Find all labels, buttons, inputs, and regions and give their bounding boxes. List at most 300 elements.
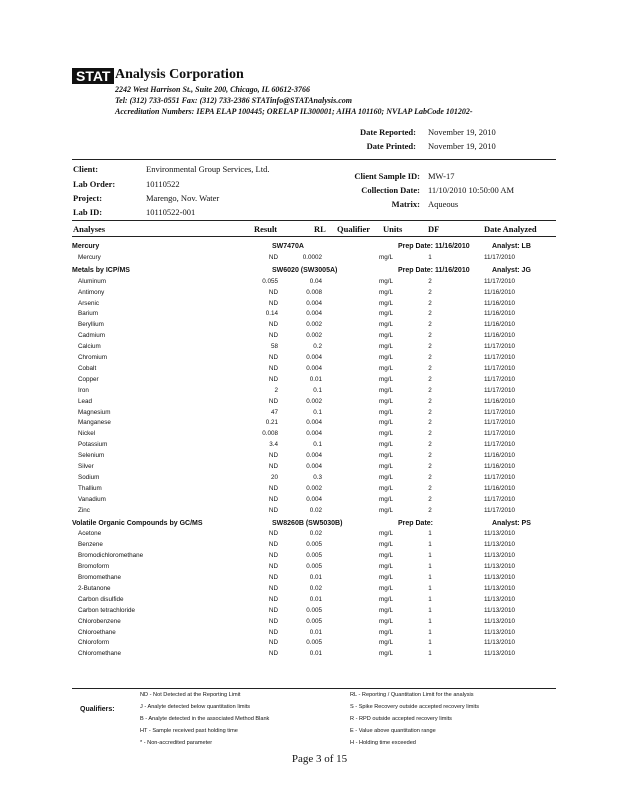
reporting-limit: 0.005	[306, 563, 322, 571]
date-reported: November 19, 2010	[428, 127, 496, 137]
qualifier-ht: HT - Sample received past holding time	[140, 728, 238, 734]
section-analyst: Analyst: PS	[492, 519, 531, 527]
analyte-name: Sodium	[78, 473, 100, 481]
company-logo: STAT	[72, 68, 114, 84]
dilution-factor: 2	[428, 277, 432, 285]
dilution-factor: 1	[428, 530, 432, 538]
table-row	[72, 574, 556, 585]
result-value: 0.14	[265, 310, 278, 318]
date-analyzed: 11/17/2010	[484, 386, 516, 394]
units: mg/L	[379, 299, 393, 307]
date-analyzed: 11/17/2010	[484, 408, 516, 416]
section-method: SW6020 (SW3005A)	[272, 266, 338, 274]
table-row	[72, 452, 556, 463]
date-analyzed: 11/17/2010	[484, 364, 516, 372]
units: mg/L	[379, 584, 393, 592]
units: mg/L	[379, 397, 393, 405]
reporting-limit: 0.005	[306, 639, 322, 647]
dilution-factor: 2	[428, 332, 432, 340]
dilution-factor: 2	[428, 321, 432, 329]
qualifier-nd: ND - Not Detected at the Reporting Limit	[140, 692, 241, 698]
result-value: ND	[268, 397, 278, 405]
reporting-limit: 0.2	[313, 343, 322, 351]
analyte-name: Silver	[78, 463, 94, 470]
project-name: Marengo, Nov. Water	[146, 193, 220, 203]
client-label: Client:	[73, 164, 99, 174]
date-reported-label: Date Reported:	[360, 127, 416, 137]
col-date-analyzed: Date Analyzed	[484, 224, 537, 234]
collection-date-label: Collection Date:	[361, 185, 420, 195]
table-row	[72, 507, 556, 518]
table-row	[72, 474, 556, 485]
analyte-name: Calcium	[78, 343, 101, 351]
analyte-name: Aluminum	[78, 277, 106, 285]
reporting-limit: 0.004	[306, 430, 322, 438]
units: mg/L	[379, 463, 393, 470]
date-analyzed: 11/16/2010	[484, 332, 516, 340]
table-row	[72, 496, 556, 507]
table-row	[72, 398, 556, 409]
analyte-name: Beryllium	[78, 321, 104, 329]
reporting-limit: 0.01	[309, 650, 322, 658]
reporting-limit: 0.1	[313, 408, 322, 416]
result-value: ND	[268, 288, 278, 296]
reporting-limit: 0.004	[306, 463, 322, 470]
dilution-factor: 2	[428, 354, 432, 361]
reporting-limit: 0.002	[306, 484, 322, 492]
qualifiers-label: Qualifiers:	[80, 706, 115, 713]
result-value: ND	[268, 332, 278, 340]
analyte-name: Chloroethane	[78, 628, 116, 636]
section-analyst: Analyst: JG	[492, 266, 531, 274]
date-analyzed: 11/13/2010	[484, 552, 516, 560]
section-header	[72, 520, 556, 531]
col-result: Result	[254, 224, 278, 234]
analyte-name: Potassium	[78, 441, 108, 449]
reporting-limit: 0.02	[309, 506, 322, 514]
date-analyzed: 11/13/2010	[484, 628, 516, 636]
collection-date: 11/10/2010 10:50:00 AM	[428, 185, 515, 195]
reporting-limit: 0.005	[306, 606, 322, 614]
date-analyzed: 11/17/2010	[484, 506, 516, 514]
qualifier-b: B - Analyte detected in the associated Method Blank	[140, 716, 270, 722]
dilution-factor: 2	[428, 375, 432, 383]
dilution-factor: 1	[428, 552, 432, 560]
result-value: ND	[268, 495, 278, 503]
reporting-limit: 0.002	[306, 321, 322, 329]
table-row	[72, 585, 556, 596]
table-row	[72, 639, 556, 650]
reporting-limit: 0.004	[306, 354, 322, 361]
lab-order-label: Lab Order:	[73, 179, 116, 189]
reporting-limit: 0.01	[309, 574, 322, 581]
units: mg/L	[379, 541, 393, 549]
result-value: ND	[268, 617, 278, 625]
units: mg/L	[379, 473, 393, 481]
company-contact: Tel: (312) 733-0551 Fax: (312) 733-2386 STATinfo@STATAnalysis.com	[115, 96, 352, 105]
divider	[72, 236, 556, 237]
units: mg/L	[379, 408, 393, 416]
analyte-name: Copper	[78, 375, 99, 383]
date-analyzed: 11/17/2010	[484, 419, 516, 427]
analyte-name: Barium	[78, 310, 98, 318]
date-analyzed: 11/13/2010	[484, 563, 516, 571]
qualifier-star: * - Non-accredited parameter	[140, 740, 213, 746]
result-value: 3.4	[269, 441, 278, 449]
section-title: Metals by ICP/MS	[72, 266, 130, 274]
units: mg/L	[379, 332, 393, 340]
divider	[72, 688, 556, 689]
table-row	[72, 409, 556, 420]
reporting-limit: 0.004	[306, 419, 322, 427]
section-prep-date: Prep Date: 11/16/2010	[398, 243, 470, 250]
date-analyzed: 11/13/2010	[484, 606, 516, 614]
col-qualifier: Qualifier	[337, 224, 371, 234]
dilution-factor: 2	[428, 452, 432, 460]
date-analyzed: 11/16/2010	[484, 321, 516, 329]
analyte-name: 2-Butanone	[78, 584, 111, 592]
analyte-name: Cadmium	[78, 332, 105, 340]
table-row	[72, 530, 556, 541]
table-row	[72, 310, 556, 321]
analyte-name: Acetone	[78, 530, 102, 538]
date-analyzed: 11/17/2010	[484, 473, 516, 481]
section-title: Volatile Organic Compounds by GC/MS	[72, 519, 203, 527]
lab-id: 10110522-001	[146, 207, 196, 217]
analyte-name: Cobalt	[78, 364, 97, 372]
units: mg/L	[379, 354, 393, 361]
col-rl: RL	[314, 224, 326, 234]
units: mg/L	[379, 650, 393, 658]
reporting-limit: 0.04	[309, 277, 322, 285]
units: mg/L	[379, 617, 393, 625]
dilution-factor: 2	[428, 397, 432, 405]
units: mg/L	[379, 495, 393, 503]
section-prep-date: Prep Date: 11/16/2010	[398, 266, 470, 274]
client-sample-id: MW-17	[428, 171, 455, 181]
units: mg/L	[379, 310, 393, 318]
analyte-name: Vanadium	[78, 495, 106, 503]
date-analyzed: 11/13/2010	[484, 595, 516, 603]
reporting-limit: 0.01	[309, 595, 322, 603]
result-value: 0.055	[262, 277, 278, 285]
reporting-limit: 0.02	[309, 584, 322, 592]
dilution-factor: 2	[428, 506, 432, 514]
company-name: Analysis Corporation	[115, 67, 244, 82]
date-analyzed: 11/13/2010	[484, 584, 516, 592]
analyte-name: Arsenic	[78, 299, 99, 307]
dilution-factor: 2	[428, 299, 432, 307]
qualifier-h: H - Holding time exceeded	[350, 740, 416, 746]
analyte-name: Carbon disulfide	[78, 595, 124, 603]
analyte-name: Chloroform	[78, 639, 110, 647]
units: mg/L	[379, 639, 393, 647]
analyte-name: Antimony	[78, 288, 105, 296]
units: mg/L	[379, 441, 393, 449]
qualifier-s: S - Spike Recovery outside accepted recovery limits	[350, 704, 480, 710]
dilution-factor: 2	[428, 386, 432, 394]
dilution-factor: 2	[428, 441, 432, 449]
reporting-limit: 0.008	[306, 288, 322, 296]
result-value: ND	[268, 364, 278, 372]
table-row	[72, 607, 556, 618]
dilution-factor: 1	[428, 617, 432, 625]
result-value: ND	[268, 628, 278, 636]
result-value: ND	[268, 484, 278, 492]
reporting-limit: 0.005	[306, 552, 322, 560]
date-analyzed: 11/16/2010	[484, 484, 516, 492]
section-analyst: Analyst: LB	[492, 243, 531, 250]
reporting-limit: 0.005	[306, 541, 322, 549]
col-analyses: Analyses	[73, 224, 106, 234]
reporting-limit: 0.004	[306, 452, 322, 460]
result-value: ND	[268, 595, 278, 603]
result-value: ND	[268, 650, 278, 658]
units: mg/L	[379, 288, 393, 296]
date-analyzed: 11/13/2010	[484, 650, 516, 658]
table-row	[72, 563, 556, 574]
units: mg/L	[379, 628, 393, 636]
dilution-factor: 1	[428, 541, 432, 549]
result-value: ND	[268, 506, 278, 514]
dilution-factor: 2	[428, 408, 432, 416]
reporting-limit: 0.005	[306, 617, 322, 625]
table-row	[72, 463, 556, 474]
table-row	[72, 254, 556, 265]
page-number: Page 3 of 15	[291, 753, 348, 765]
units: mg/L	[379, 552, 393, 560]
reporting-limit: 0.3	[313, 473, 322, 481]
table-row	[72, 332, 556, 343]
dilution-factor: 1	[428, 563, 432, 571]
analyte-name: Bromoform	[78, 563, 110, 571]
result-value: ND	[268, 552, 278, 560]
units: mg/L	[379, 563, 393, 571]
analyte-name: Bromomethane	[78, 574, 122, 581]
table-row	[72, 278, 556, 289]
dilution-factor: 2	[428, 288, 432, 296]
analyte-name: Chlorobenzene	[78, 617, 121, 625]
table-row	[72, 289, 556, 300]
lab-order: 10110522	[146, 179, 180, 189]
units: mg/L	[379, 375, 393, 383]
analyte-name: Benzene	[78, 541, 103, 549]
table-row	[72, 596, 556, 607]
reporting-limit: 0.0002	[302, 253, 322, 261]
section-header	[72, 267, 556, 278]
col-df: DF	[428, 224, 440, 234]
table-row	[72, 387, 556, 398]
matrix-label: Matrix:	[391, 199, 420, 209]
divider	[72, 159, 556, 160]
result-value: ND	[268, 299, 278, 307]
table-row	[72, 365, 556, 376]
table-row	[72, 354, 556, 365]
table-row	[72, 430, 556, 441]
date-analyzed: 11/16/2010	[484, 288, 516, 296]
result-value: 0.21	[265, 419, 278, 427]
analyte-name: Manganese	[78, 419, 111, 427]
units: mg/L	[379, 419, 393, 427]
table-row	[72, 618, 556, 629]
section-method: SW7470A	[272, 243, 304, 250]
qualifier-r: R - RPD outside accepted recovery limits	[350, 716, 452, 722]
date-analyzed: 11/16/2010	[484, 299, 516, 307]
result-value: ND	[268, 463, 278, 470]
units: mg/L	[379, 253, 393, 261]
result-value: ND	[268, 530, 278, 538]
date-analyzed: 11/17/2010	[484, 441, 516, 449]
reporting-limit: 0.002	[306, 397, 322, 405]
analyte-name: Nickel	[78, 430, 96, 438]
dilution-factor: 2	[428, 495, 432, 503]
result-value: 20	[270, 473, 278, 481]
analyte-name: Zinc	[78, 506, 90, 514]
divider	[72, 220, 556, 221]
result-value: ND	[268, 452, 278, 460]
result-value: ND	[268, 253, 278, 261]
analyte-name: Mercury	[78, 253, 101, 261]
dilution-factor: 1	[428, 253, 432, 261]
date-analyzed: 11/17/2010	[484, 354, 516, 361]
date-analyzed: 11/13/2010	[484, 530, 516, 538]
dilution-factor: 2	[428, 463, 432, 470]
dilution-factor: 2	[428, 484, 432, 492]
project-label: Project:	[73, 193, 103, 203]
date-analyzed: 11/13/2010	[484, 541, 516, 549]
date-printed: November 19, 2010	[428, 141, 496, 151]
reporting-limit: 0.01	[309, 375, 322, 383]
table-row	[72, 650, 556, 661]
date-analyzed: 11/13/2010	[484, 617, 516, 625]
units: mg/L	[379, 574, 393, 581]
date-analyzed: 11/16/2010	[484, 452, 516, 460]
reporting-limit: 0.1	[313, 386, 322, 394]
result-value: ND	[268, 606, 278, 614]
company-address: 2242 West Harrison St., Suite 200, Chicago, IL 60612-3766	[115, 85, 310, 94]
reporting-limit: 0.004	[306, 310, 322, 318]
reporting-limit: 0.02	[309, 530, 322, 538]
result-value: ND	[268, 584, 278, 592]
table-row	[72, 419, 556, 430]
table-row	[72, 541, 556, 552]
table-row	[72, 629, 556, 640]
section-header	[72, 243, 556, 254]
date-analyzed: 11/17/2010	[484, 343, 516, 351]
units: mg/L	[379, 386, 393, 394]
dilution-factor: 1	[428, 606, 432, 614]
table-row	[72, 485, 556, 496]
reporting-limit: 0.002	[306, 332, 322, 340]
units: mg/L	[379, 430, 393, 438]
date-analyzed: 11/16/2010	[484, 463, 516, 470]
date-analyzed: 11/17/2010	[484, 277, 516, 285]
dilution-factor: 1	[428, 628, 432, 636]
units: mg/L	[379, 606, 393, 614]
table-row	[72, 441, 556, 452]
date-analyzed: 11/16/2010	[484, 397, 516, 405]
result-value: ND	[268, 563, 278, 571]
col-units: Units	[383, 224, 403, 234]
table-row	[72, 300, 556, 311]
qualifier-rl: RL - Reporting / Quantitation Limit for the analysis	[350, 692, 474, 698]
result-value: ND	[268, 354, 278, 361]
dilution-factor: 2	[428, 343, 432, 351]
dilution-factor: 2	[428, 364, 432, 372]
client-sample-id-label: Client Sample ID:	[354, 171, 420, 181]
date-analyzed: 11/16/2010	[484, 310, 516, 318]
qualifier-e: E - Value above quantitation range	[350, 728, 436, 734]
reporting-limit: 0.004	[306, 299, 322, 307]
units: mg/L	[379, 321, 393, 329]
reporting-limit: 0.004	[306, 495, 322, 503]
result-value: 0.008	[262, 430, 278, 438]
dilution-factor: 1	[428, 650, 432, 658]
dilution-factor: 2	[428, 310, 432, 318]
reporting-limit: 0.01	[309, 628, 322, 636]
units: mg/L	[379, 506, 393, 514]
analyte-name: Chloromethane	[78, 650, 122, 658]
units: mg/L	[379, 595, 393, 603]
result-value: 58	[270, 343, 278, 351]
dilution-factor: 2	[428, 430, 432, 438]
analyte-name: Bromodichloromethane	[78, 552, 144, 560]
date-analyzed: 11/13/2010	[484, 639, 516, 647]
dilution-factor: 2	[428, 419, 432, 427]
analyte-name: Carbon tetrachloride	[78, 606, 136, 614]
dilution-factor: 1	[428, 639, 432, 647]
date-analyzed: 11/13/2010	[484, 574, 516, 581]
client-name: Environmental Group Services, Ltd.	[146, 164, 270, 174]
dilution-factor: 1	[428, 574, 432, 581]
table-row	[72, 321, 556, 332]
result-value: ND	[268, 321, 278, 329]
units: mg/L	[379, 277, 393, 285]
units: mg/L	[379, 484, 393, 492]
units: mg/L	[379, 364, 393, 372]
units: mg/L	[379, 452, 393, 460]
dilution-factor: 1	[428, 584, 432, 592]
lab-id-label: Lab ID:	[73, 207, 103, 217]
units: mg/L	[379, 530, 393, 538]
section-prep-date: Prep Date:	[398, 519, 434, 527]
analyte-name: Magnesium	[78, 408, 111, 416]
date-analyzed: 11/17/2010	[484, 253, 516, 261]
qualifier-j: J - Analyte detected below quantitation limits	[140, 704, 251, 710]
analyte-name: Chromium	[78, 354, 108, 361]
dilution-factor: 1	[428, 595, 432, 603]
section-method: SW8260B (SW5030B)	[272, 519, 343, 527]
date-analyzed: 11/17/2010	[484, 495, 516, 503]
accreditation-numbers: Accreditation Numbers: IEPA ELAP 100445; ORELAP IL300001; AIHA 101160; NVLAP LabCode 101202-	[115, 107, 473, 116]
date-analyzed: 11/17/2010	[484, 430, 516, 438]
result-value: ND	[268, 574, 278, 581]
table-row	[72, 343, 556, 354]
result-value: ND	[268, 639, 278, 647]
table-row	[72, 376, 556, 387]
analyte-name: Lead	[78, 397, 93, 405]
reporting-limit: 0.1	[313, 441, 322, 449]
analyte-name: Iron	[78, 386, 89, 394]
section-title: Mercury	[72, 243, 100, 250]
reporting-limit: 0.004	[306, 364, 322, 372]
table-row	[72, 552, 556, 563]
analyte-name: Thallium	[78, 484, 102, 492]
result-value: ND	[268, 375, 278, 383]
date-analyzed: 11/17/2010	[484, 375, 516, 383]
result-value: ND	[268, 541, 278, 549]
result-value: 2	[274, 386, 278, 394]
